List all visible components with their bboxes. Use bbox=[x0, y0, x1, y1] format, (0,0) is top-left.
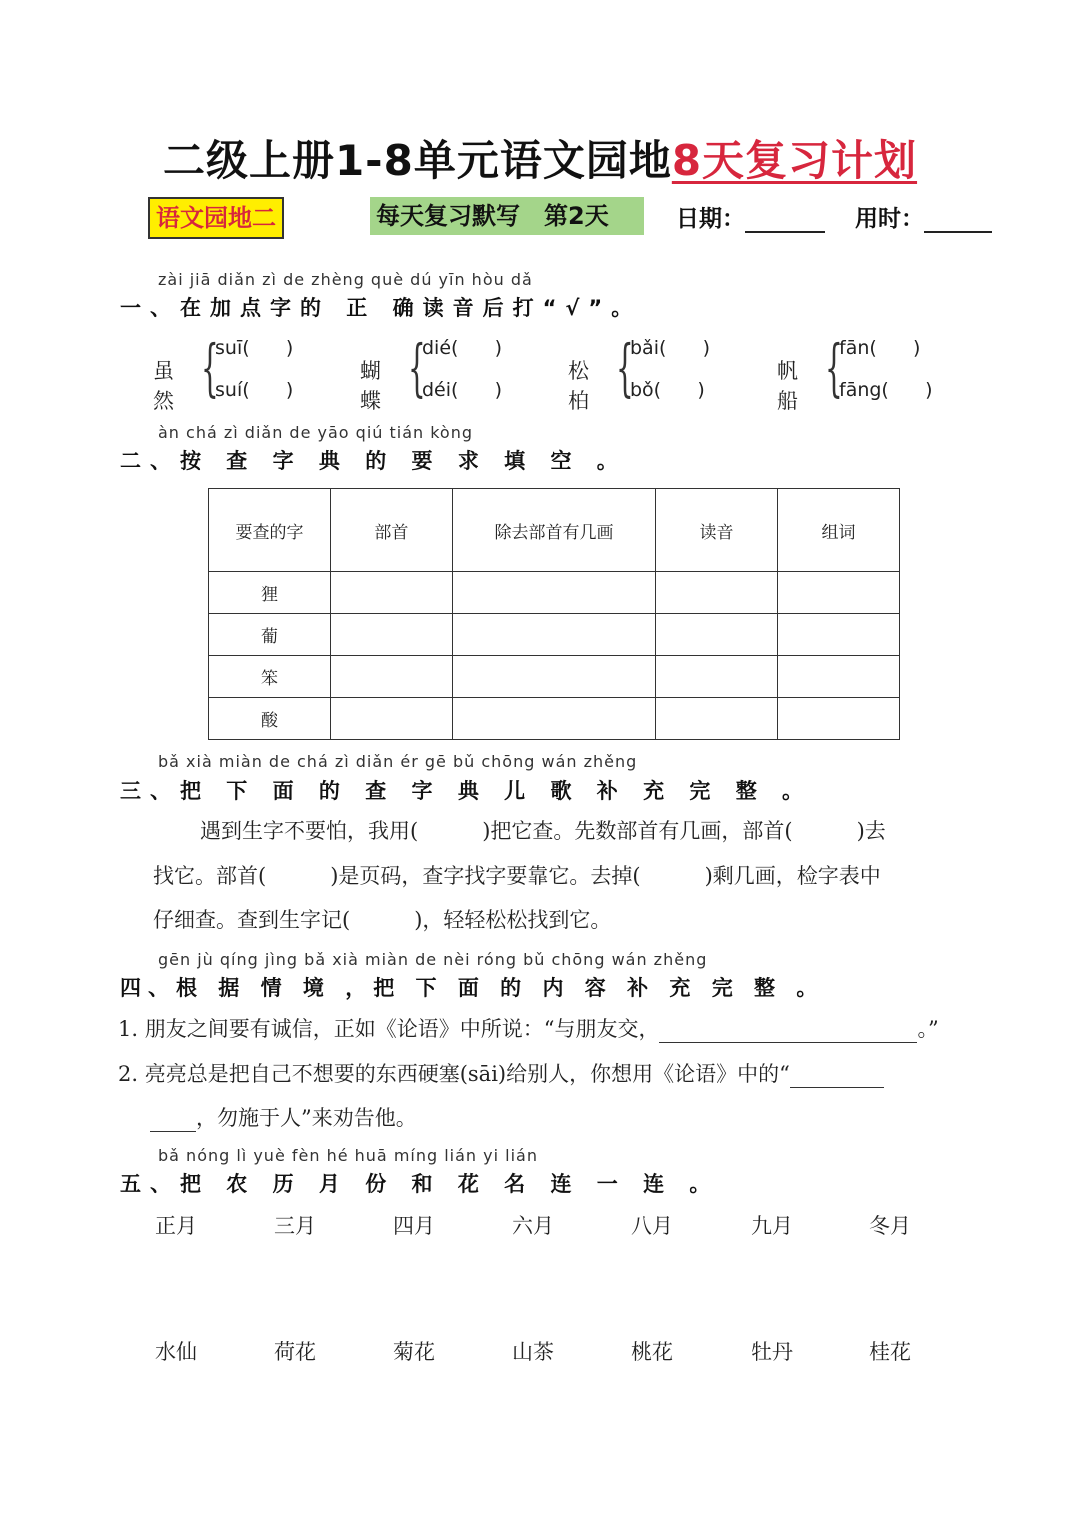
brace-icon: { bbox=[408, 331, 426, 404]
table-header: 组词 bbox=[778, 489, 900, 572]
table-cell-blank[interactable] bbox=[330, 614, 452, 656]
q4-text: 1. 朋友之间要有诚信，正如《论语》中所说：“与朋友交， bbox=[118, 1017, 660, 1041]
brace-icon: { bbox=[616, 331, 634, 404]
table-cell-blank[interactable] bbox=[452, 572, 655, 614]
table-cell-blank[interactable] bbox=[778, 614, 900, 656]
table-cell-blank[interactable] bbox=[778, 572, 900, 614]
flower-item[interactable]: 山茶 bbox=[512, 1340, 554, 1364]
q1-option[interactable]: fāng( ) bbox=[839, 379, 933, 401]
q3-text: 遇到生字不要怕，我用( bbox=[200, 819, 419, 843]
table-cell-char: 酸 bbox=[209, 698, 331, 740]
q4-text: 2. 亮亮总是把自己不想要的东西硬塞(sāi)给别人，你想用《论语》中的“ bbox=[118, 1062, 790, 1086]
month-item[interactable]: 八月 bbox=[631, 1214, 673, 1238]
q1-title: 一、在加点字的 正 确读音后打“√”。 bbox=[120, 296, 642, 320]
table-cell-char: 葡 bbox=[209, 614, 331, 656]
table-cell-char: 狸 bbox=[209, 572, 331, 614]
q1-word: 帆船 bbox=[777, 359, 798, 413]
brace-icon: { bbox=[825, 331, 843, 404]
q3-line-1 bbox=[200, 815, 886, 845]
time-blank[interactable] bbox=[924, 203, 992, 233]
flower-item[interactable]: 桃花 bbox=[631, 1340, 673, 1364]
q2-pinyin: àn chá zì diǎn de yāo qiú tián kòng bbox=[158, 423, 474, 442]
q4-item-1 bbox=[118, 1013, 939, 1043]
flower-item[interactable]: 牡丹 bbox=[751, 1340, 793, 1364]
month-item[interactable]: 六月 bbox=[512, 1214, 554, 1238]
table-row bbox=[209, 656, 900, 698]
table-cell-blank[interactable] bbox=[452, 698, 655, 740]
table-header: 部首 bbox=[330, 489, 452, 572]
title-highlight: 8天复习计划 bbox=[671, 136, 918, 185]
flower-item[interactable]: 水仙 bbox=[155, 1340, 197, 1364]
flower-item[interactable]: 荷花 bbox=[274, 1340, 316, 1364]
flower-item[interactable]: 菊花 bbox=[393, 1340, 435, 1364]
table-cell-blank[interactable] bbox=[452, 656, 655, 698]
table-cell-blank[interactable] bbox=[656, 698, 778, 740]
flower-item[interactable]: 桂花 bbox=[869, 1340, 911, 1364]
month-item[interactable]: 四月 bbox=[393, 1214, 435, 1238]
q1-option[interactable]: dié( ) bbox=[422, 337, 503, 359]
q1-option[interactable]: bǒ( ) bbox=[630, 379, 705, 401]
q1-word: 蝴蝶 bbox=[360, 359, 381, 413]
table-row bbox=[209, 698, 900, 740]
q4-item-2 bbox=[118, 1058, 884, 1088]
q4-pinyin: gēn jù qíng jìng bǎ xià miàn de nèi róng bǔ chōng wán zhěng bbox=[158, 950, 708, 969]
table-cell-blank[interactable] bbox=[330, 572, 452, 614]
q4-blank[interactable] bbox=[150, 1105, 196, 1132]
q4-item-2-cont bbox=[150, 1102, 417, 1132]
q1-word: 虽然 bbox=[153, 359, 174, 413]
q1-option[interactable]: suī( ) bbox=[215, 337, 294, 359]
table-header-row bbox=[209, 489, 900, 572]
time-field bbox=[855, 200, 992, 233]
table-header: 读音 bbox=[656, 489, 778, 572]
table-cell-blank[interactable] bbox=[656, 614, 778, 656]
q1-pinyin: zài jiā diǎn zì de zhèng què dú yīn hòu dǎ bbox=[158, 270, 533, 289]
table-cell-blank[interactable] bbox=[452, 614, 655, 656]
month-item[interactable]: 三月 bbox=[274, 1214, 316, 1238]
q4-blank[interactable] bbox=[659, 1016, 917, 1043]
table-cell-blank[interactable] bbox=[656, 572, 778, 614]
q3-title: 三、把 下 面 的 查 字 典 儿 歌 补 充 完 整 。 bbox=[120, 779, 813, 803]
brace-icon: { bbox=[201, 331, 219, 404]
table-cell-blank[interactable] bbox=[330, 698, 452, 740]
month-item[interactable]: 九月 bbox=[751, 1214, 793, 1238]
q1-option[interactable]: bǎi( ) bbox=[630, 337, 711, 359]
table-cell-blank[interactable] bbox=[778, 698, 900, 740]
q3-text: )去 bbox=[856, 819, 886, 843]
q1-word: 松柏 bbox=[568, 359, 589, 413]
q4-text: ，勿施于人”来劝告他。 bbox=[196, 1106, 417, 1130]
q3-text: 仔细查。查到生字记( bbox=[153, 908, 351, 932]
q3-line-2 bbox=[153, 860, 881, 890]
month-item[interactable]: 正月 bbox=[155, 1214, 197, 1238]
q3-line-3 bbox=[153, 904, 611, 934]
q5-pinyin: bǎ nóng lì yuè fèn hé huā míng lián yi lián bbox=[158, 1146, 538, 1165]
table-row bbox=[209, 614, 900, 656]
date-blank[interactable] bbox=[745, 203, 825, 233]
table-cell-char: 笨 bbox=[209, 656, 331, 698]
q5-title: 五、把 农 历 月 份 和 花 名 连 一 连 。 bbox=[120, 1172, 720, 1196]
unit-badge: 语文园地二 bbox=[148, 197, 284, 239]
q4-text: 。” bbox=[917, 1017, 939, 1041]
table-header: 除去部首有几画 bbox=[452, 489, 655, 572]
date-field bbox=[676, 200, 825, 233]
q3-text: )剩几画，检字表中 bbox=[704, 864, 881, 888]
title-main: 二级上册1-8单元语文园地 bbox=[162, 136, 672, 185]
q3-text: 找它。部首( bbox=[153, 864, 267, 888]
q3-pinyin: bǎ xià miàn de chá zì diǎn ér gē bǔ chōng wán zhěng bbox=[158, 752, 638, 771]
q1-option[interactable]: suí( ) bbox=[215, 379, 294, 401]
table-cell-blank[interactable] bbox=[778, 656, 900, 698]
dictionary-table bbox=[208, 488, 900, 740]
q3-text: )，轻轻松松找到它。 bbox=[414, 908, 612, 932]
q1-option[interactable]: fān( ) bbox=[839, 337, 921, 359]
time-label: 用时： bbox=[855, 206, 924, 232]
q3-text: )是页码，查字找字要靠它。去掉( bbox=[330, 864, 641, 888]
q4-blank[interactable] bbox=[790, 1061, 884, 1088]
table-cell-blank[interactable] bbox=[330, 656, 452, 698]
q4-title: 四、根 据 情 境 ，把 下 面 的 内 容 补 充 完 整 。 bbox=[120, 976, 825, 1000]
day-badge: 每天复习默写 第2天 bbox=[370, 197, 644, 235]
month-item[interactable]: 冬月 bbox=[869, 1214, 911, 1238]
q1-option[interactable]: déi( ) bbox=[422, 379, 503, 401]
table-header: 要查的字 bbox=[209, 489, 331, 572]
page-title bbox=[0, 128, 1080, 188]
table-cell-blank[interactable] bbox=[656, 656, 778, 698]
table-row bbox=[209, 572, 900, 614]
date-label: 日期： bbox=[676, 206, 745, 232]
q3-text: )把它查。先数部首有几画，部首( bbox=[482, 819, 793, 843]
q2-title: 二、按 查 字 典 的 要 求 填 空 。 bbox=[120, 449, 627, 473]
